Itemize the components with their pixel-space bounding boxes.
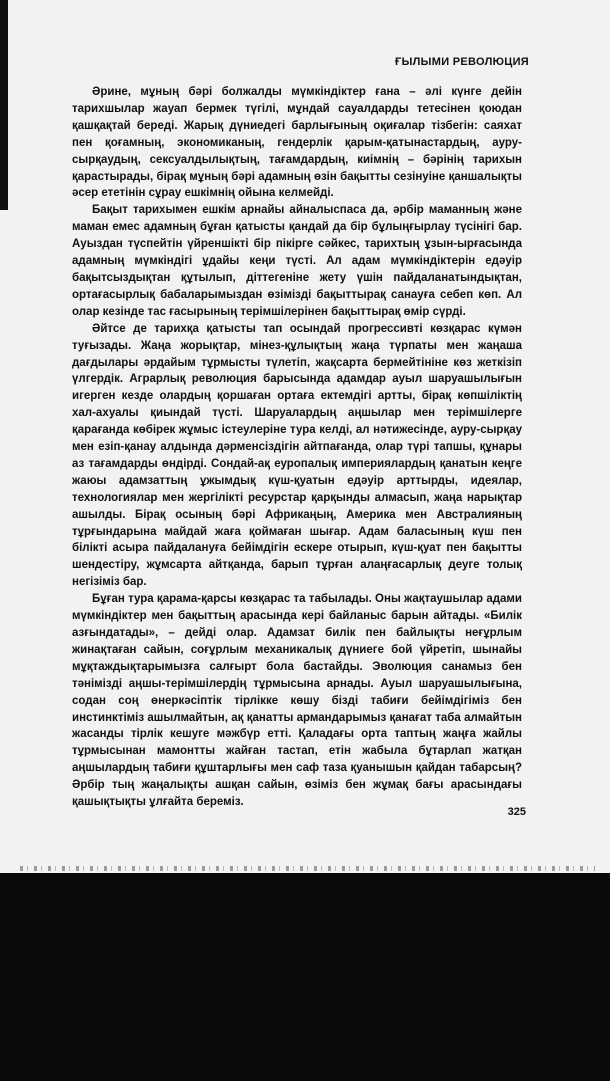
paragraph-1: Әрине, мұның бәрі болжалды мүмкіндіктер ғана – әлі күнге дейін тарихшылар жауап бермек түгілі, мұндай сауалдарды тетесінен қоюдан қашқақтай береді. Жарық дүниедегі барлығының оқиғалар тізбегін: саяхат пен қоғамның, экономиканың, гендерлік қарым-қатынастардың, ауру-сырқаудың, сексуалдылықтың, тағамдардың, киімнің – бәрінің тарихын қарастырады, бірақ мұның бәрі адамның өзін бақытты сезінуіне қаншалықты әсер ететінін сұрау ешкімнің ойына келмейді. (72, 86, 522, 200)
page-edge-shadow (0, 0, 8, 210)
body-text (72, 84, 522, 811)
scan-edge-noise (20, 866, 595, 871)
paragraph-3: Әйтсе де тарихқа қатысты тап осындай прогрессивті көзқарас күмән туғызады. Жаңа жорықтар, мінез-құлықтың жаңа түрпаты мен жаңаша дағдылары әрдайым тұрмысты түлетіп, жақсарта бермейтініне көз жеткізіп үлгердік. Аграрлық революция барысында адамдар ауыл шаруашылығын игерген кезде олардың қоршаған ортаға ектемдігі артты, бірақ көпшіліктің хал-ахуалы қиындай түсті. Шаруалардың аңшылар мен терімшілерге қарағанда көбірек жұмыс істеулеріне тура келді, ал нәтижесінде, ауру-сырқау мен езіп-қанау алдында дәрменсіздігін айтпағанда, олар түрі тапшы, құнары аз тағамдарды өндірді. Сондай-ақ еуропалық империялардың қанатын кеңге жаюы адамзаттың ұжымдық күш-қуатын едәуір арттырды, идеялар, технологиялар мен жергілікті ресурстар қарқынды алмасып, жаңа нарықтар ашылды. Бірақ осының бәрі Африкаңың, Америка мен Австралияның тұрғындарына майдай жаға қоймаған шығар. Адам баласының күш пен білікті асыра пайдалануға бейімдігін ескере отырып, күш-қуат пен бақытты шендестіру, жұмсарта айтқанда, барып тұрған алаңғасарлық деуге толық негізіміз бар. (72, 322, 522, 589)
paragraph-2: Бақыт тарихымен ешкім арнайы айналыспаса да, әрбір маманның және маман емес адамның бұған қатысты қандай да бір бұлыңғырлау түсінігі бар. Ауыздан түспейтін үйреншікті бір пікірге сәйкес, тарихтың ұзын-ырғасында адамның мүмкіндігі ұдайы кеңи түсті. Ал адам мүмкіндіктерін едәуір бақытсыздықтан құтылып, діттегеніне жету үшін пайдаланатындықтан, ортағасырлық бабаларымыздан өзімізді бақыттырақ санауға себеп көп. Ал олар кезінде тас ғасырының терімшілерінен бақыттырақ өмір сүрді. (72, 204, 522, 318)
paragraph-4: Бұған тура қарама-қарсы көзқарас та табылады. Оны жақтаушылар адами мүмкіндіктер мен бақыттың арасында кері байланыс барын айтады. «Билік азғындатады», – дейді олар. Адамзат билік пен байлықты неғұрлым жинақтаған сайын, соғұрлым механикалық дүниеге бой үйретіп, шынайы мұқтаждықтарымызға салғырт бола бастайды. Эволюция санамыз бен тәнімізді аңшы-терімшілердің тұрмысына арнады. Ауыл шаруашылығына, содан соң өнеркәсіптік тірлікке көшу бізді табиғи бейімдігіміз бен инстинктіміз ашылмайтын, ақ қанатты армандарымыз қанағат таба алмайтын жасанды тірлік кешуге мәжбүр етті. Қаладағы орта таптың жаңға жайлы тұрмысынан мамонтты жайған тастап, етін жабыла бұтарлап жатқан аңшылардың табиғи құштарлығы мен саф таза қуанышын қайдан табарсың? Әрбір тың жаңалықты ашқан сайын, өзіміз бен жұмақ бағы арасындағы қашықтықты ұлғайта береміз. (72, 593, 522, 809)
running-header: ҒЫЛЫМИ РЕВОЛЮЦИЯ (395, 56, 529, 68)
page-number: 325 (507, 806, 526, 818)
